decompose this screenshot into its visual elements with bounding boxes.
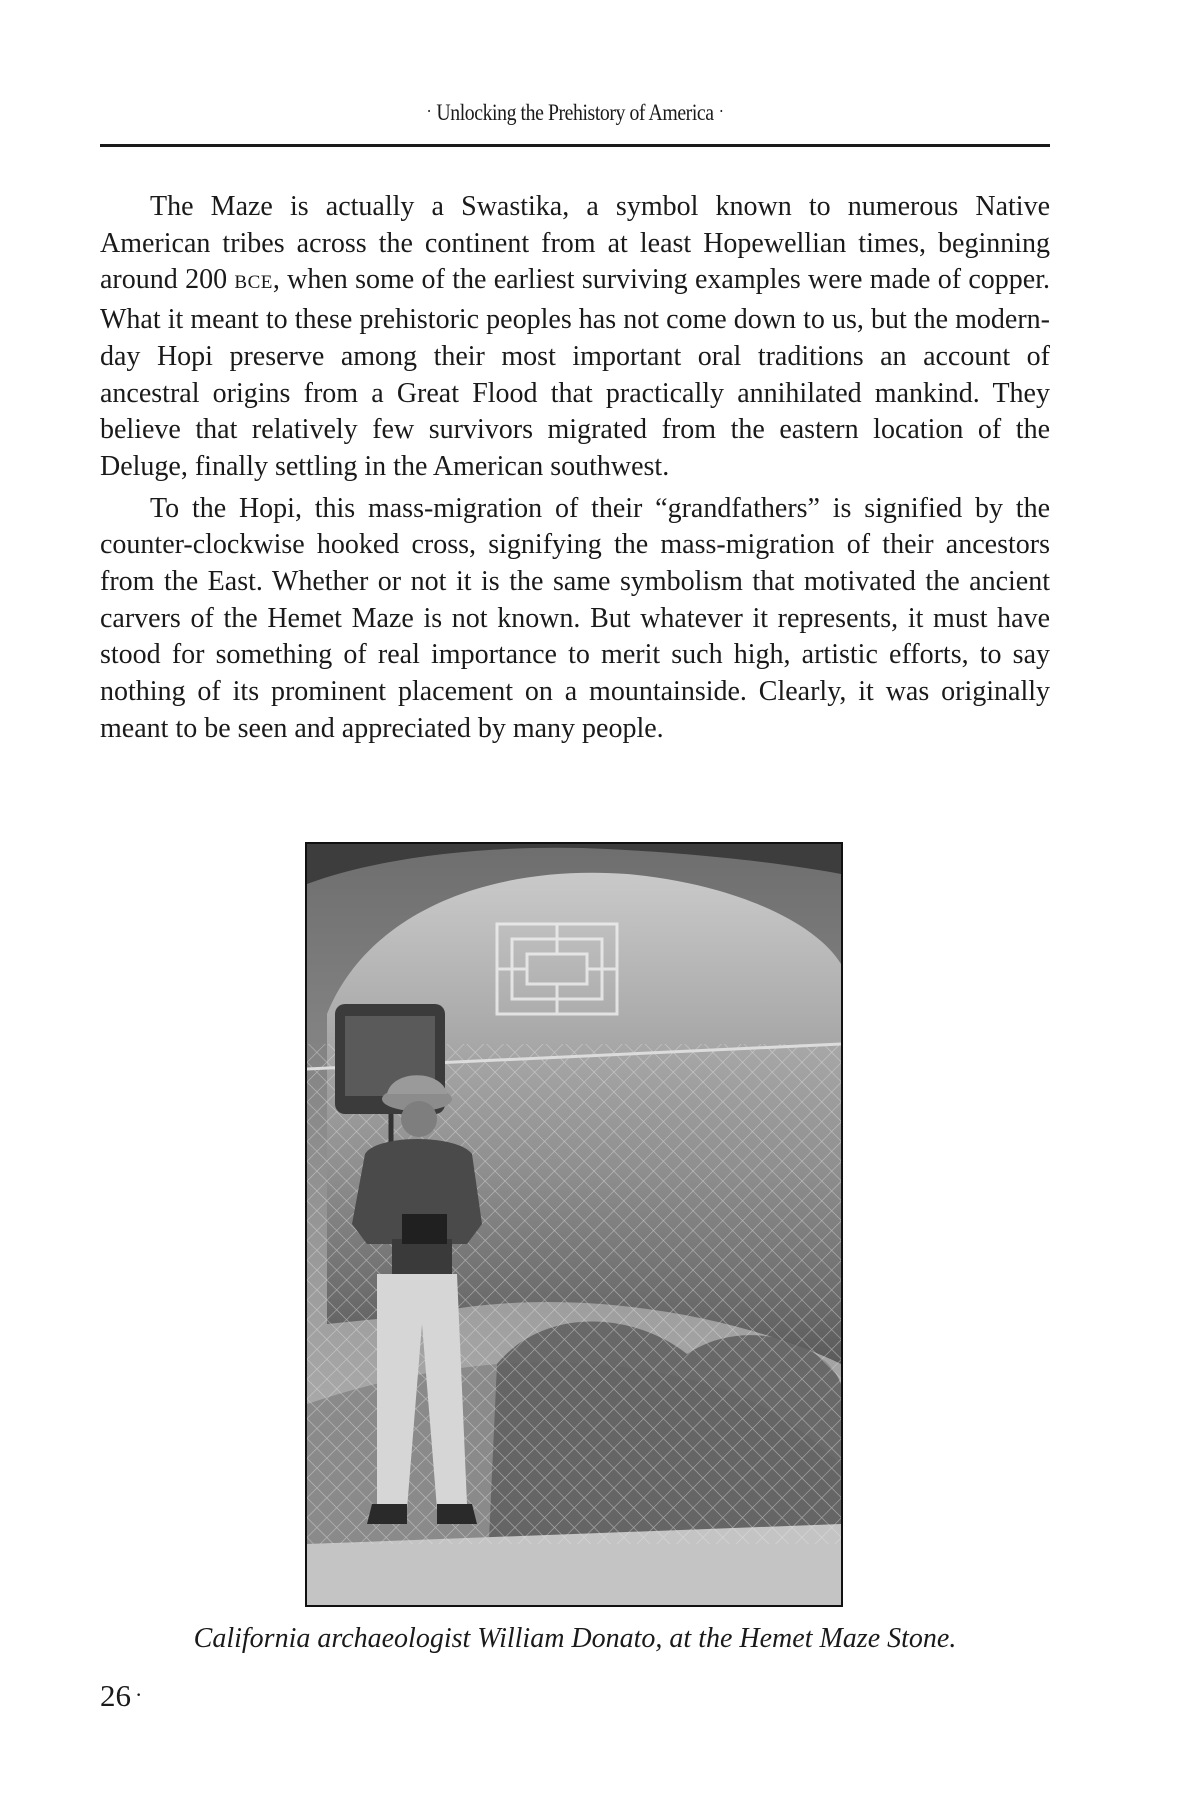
paragraph-text: , when some of the earliest surviving examples were made of copper. What it meant to these prehistoric peoples has not come down to us, but the modern-day Hopi preserve among their most important oral traditions an account of ancestral origins from a Great Flood that practically annihilated mankind. They believe that relatively few survivors migrated from the eastern location of the Deluge, finally settling in the American southwest. — [100, 264, 1050, 482]
photo-illustration — [307, 844, 841, 1605]
figure-photo — [305, 842, 843, 1607]
page-number-bullet: · — [135, 1682, 143, 1707]
era-abbreviation: BCE — [234, 272, 273, 294]
page-number: 26 — [100, 1678, 131, 1713]
running-head-title: Unlocking the Prehistory of America — [436, 100, 714, 125]
body-text — [100, 189, 1050, 748]
page-number-line — [100, 1678, 142, 1714]
figure-caption: California archaeologist William Donato, at the Hemet Maze Stone. — [193, 1623, 957, 1654]
running-head-bullet: · — [718, 101, 724, 121]
header-rule — [100, 144, 1050, 147]
paragraph: To the Hopi, this mass-migration of their “grandfathers” is signified by the counter-clockwise hooked cross, signifying the mass-migration of their ancestors from the East. Whether or not it is the same symbolism that motivated the ancient carvers of the Hemet Maze is not known. But whatever it represents, it must have stood for something of real importance to merit such high, artistic efforts, to say nothing of its prominent placement on a mountainside. Clearly, it was originally meant to be seen and appreciated by many people. — [100, 492, 1050, 744]
running-head — [167, 100, 984, 126]
paragraph-text: The Maze is actually a Swastika, a symbol known to numerous Native American tribes across the continent from at least Hopewellian times, beginning around 200 — [100, 191, 1050, 296]
running-head-bullet: · — [426, 101, 432, 121]
paragraph — [100, 189, 1050, 486]
